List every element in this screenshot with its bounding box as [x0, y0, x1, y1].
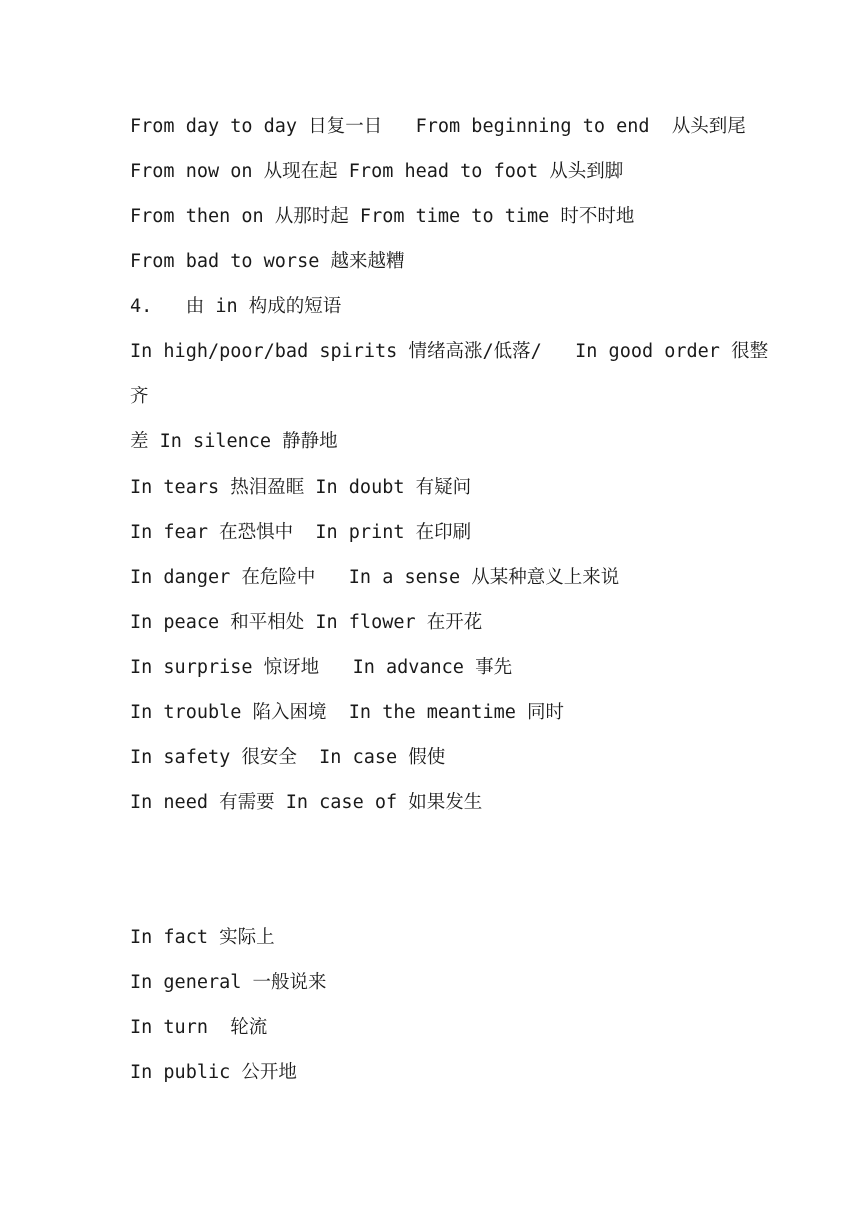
text-line-in-fact: In fact 实际上: [130, 927, 275, 948]
text-line-in-need: In need 有需要 In case of 如果发生: [130, 792, 483, 813]
text-line-wrap-continuation: 齐: [130, 386, 149, 407]
text-line-in-silence: 差 In silence 静静地: [130, 431, 338, 452]
text-line-from-then-on: From then on 从那时起 From time to time 时不时地: [130, 206, 635, 227]
text-line-from-bad-to-worse: From bad to worse 越来越糟: [130, 251, 405, 272]
text-line-in-safety: In safety 很安全 In case 假使: [130, 747, 446, 768]
text-line-in-peace: In peace 和平相处 In flower 在开花: [130, 612, 483, 633]
text-line-in-surprise: In surprise 惊讶地 In advance 事先: [130, 657, 513, 678]
section-heading-in-phrases: 4. 由 in 构成的短语: [130, 296, 342, 317]
text-line-in-trouble: In trouble 陷入困境 In the meantime 同时: [130, 702, 565, 723]
text-line-in-tears: In tears 热泪盈眶 In doubt 有疑问: [130, 477, 472, 498]
text-line-in-general: In general 一般说来: [130, 972, 327, 993]
text-line-from-day-to-day: From day to day 日复一日 From beginning to end 从头到尾: [130, 116, 746, 137]
text-line-from-now-on: From now on 从现在起 From head to foot 从头到脚: [130, 161, 624, 182]
text-line-in-danger: In danger 在危险中 In a sense 从某种意义上来说: [130, 567, 620, 588]
text-line-in-turn: In turn 轮流: [130, 1017, 268, 1038]
text-line-in-public: In public 公开地: [130, 1062, 297, 1083]
text-line-in-fear: In fear 在恐惧中 In print 在印刷: [130, 522, 472, 543]
text-line-in-high-spirits: In high/poor/bad spirits 情绪高涨/低落/ In good order 很整: [130, 341, 769, 362]
